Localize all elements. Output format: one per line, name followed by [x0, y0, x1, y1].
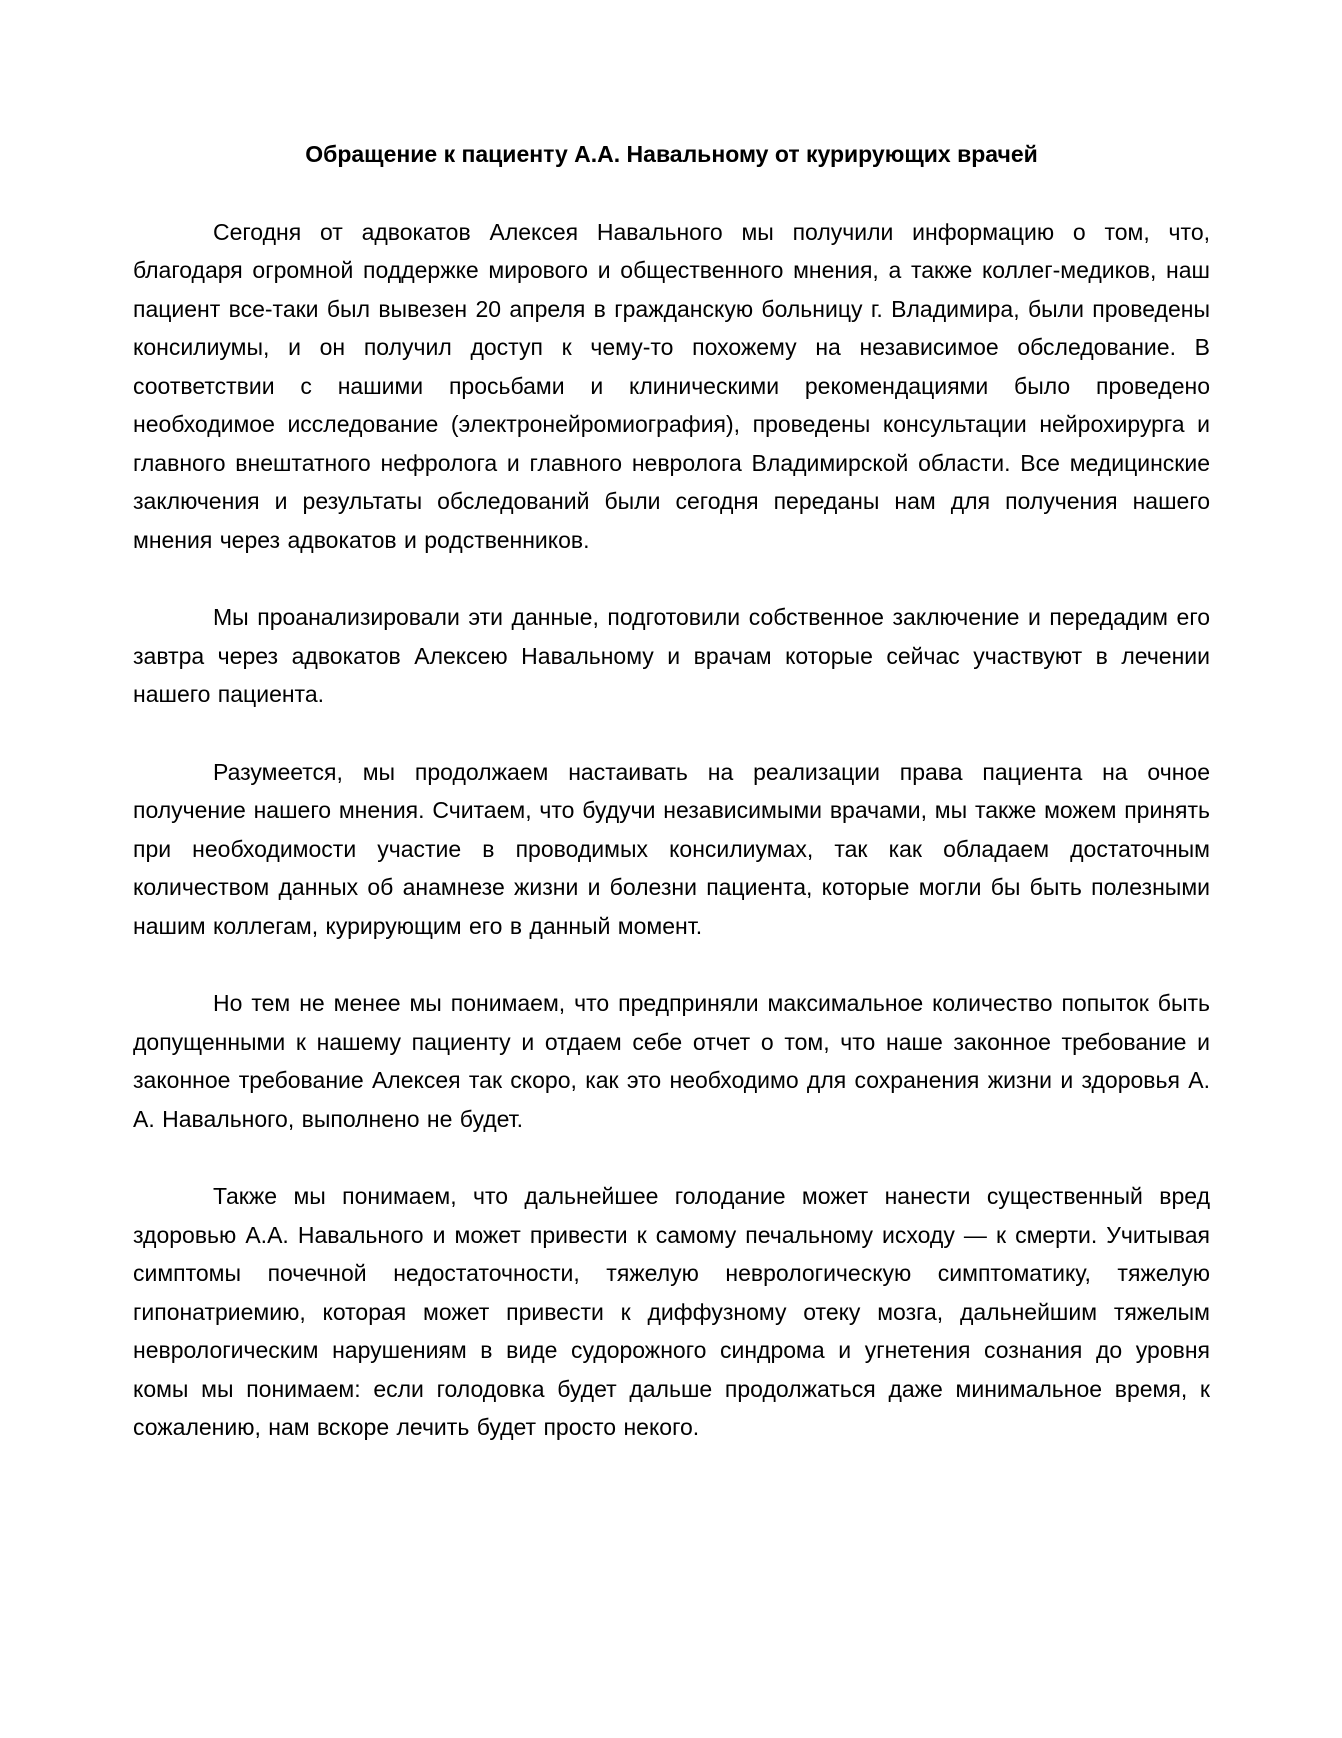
paragraph-1: Сегодня от адвокатов Алексея Навального мы получили информацию о том, что, благодаря огромной поддержке мирового и общественного мнения, а также коллег-медиков, наш пациент все-таки был вывезен 20 апреля в гражданскую больницу г. Владимира, были проведены консилиумы, и он получил доступ к чему-то похожему на независимое обследование. В соответствии с нашими просьбами и клиническими рекомендациями было проведено необходимое исследование (электронейромиография), проведены консультации нейрохирурга и главного внештатного нефролога и главного невролога Владимирской области. Все медицинские заключения и результаты обследований были сегодня переданы нам для получения нашего мнения через адвокатов и родственников.: [133, 218, 1210, 553]
paragraph-2: Мы проанализировали эти данные, подготовили собственное заключение и передадим его завтра через адвокатов Алексею Навальному и врачам которые сейчас участвуют в лечении нашего пациента.: [133, 604, 1210, 707]
paragraph-5: Также мы понимаем, что дальнейшее голодание может нанести существенный вред здоровью А.А. Навального и может привести к самому печальному исходу — к смерти. Учитывая симптомы почечной недостаточности, тяжелую неврологическую симптоматику, тяжелую гипонатриемию, которая может привести к диффузному отеку мозга, дальнейшим тяжелым неврологическим нарушениям в виде судорожного синдрома и угнетения сознания до уровня комы мы понимаем: если голодовка будет дальше продолжаться даже минимальное время, к сожалению, нам вскоре лечить будет просто некого.: [133, 1183, 1210, 1440]
paragraph-4: Но тем не менее мы понимаем, что предприняли максимальное количество попыток быть допущенными к нашему пациенту и отдаем себе отчет о том, что наше законное требование и законное требование Алексея так скоро, как это необходимо для сохранения жизни и здоровья А. А. Навального, выполнено не будет.: [133, 990, 1210, 1132]
document-title: Обращение к пациенту А.А. Навальному от курирующих врачей: [305, 141, 1038, 167]
paragraph-3: Разумеется, мы продолжаем настаивать на реализации права пациента на очное получение нашего мнения. Считаем, что будучи независимыми врачами, мы также можем принять при необходимости участие в проводимых консилиумах, так как обладаем достаточным количеством данных об анамнезе жизни и болезни пациента, которые могли бы быть полезными нашим коллегам, курирующим его в данный момент.: [133, 758, 1210, 939]
